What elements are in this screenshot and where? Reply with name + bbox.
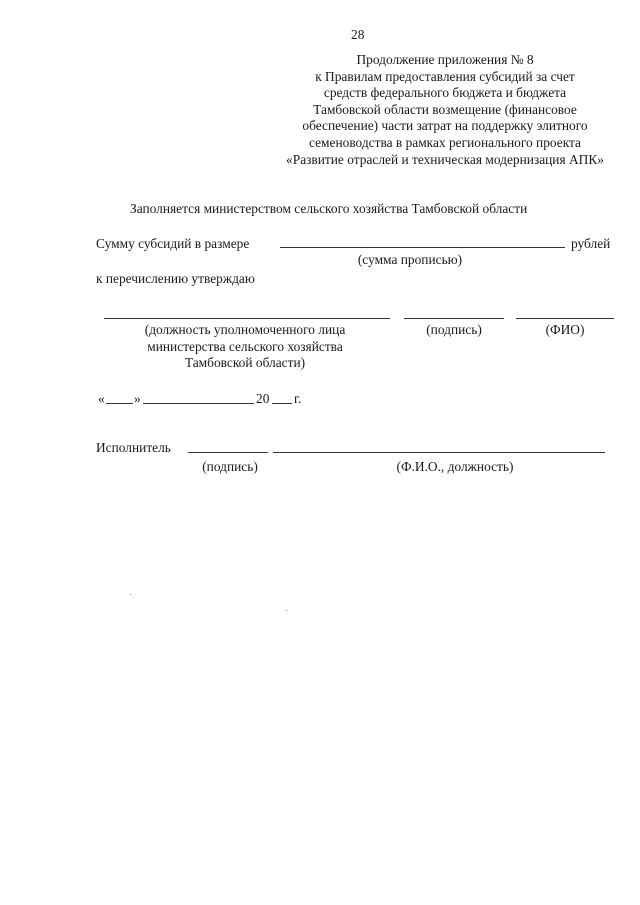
name-caption: (ФИО) bbox=[545, 322, 585, 337]
subsidy-prefix: Сумму субсидий в размере bbox=[96, 236, 250, 251]
scan-speck bbox=[286, 610, 287, 611]
header-line-7: «Развитие отраслей и техническая модернизация АПК» bbox=[286, 151, 604, 167]
date-day-line bbox=[106, 403, 133, 404]
executor-name-caption: (Ф.И.О., должность) bbox=[396, 459, 514, 474]
date-year-suffix: г. bbox=[294, 391, 302, 406]
position-caption-line-3: Тамбовской области) bbox=[184, 355, 306, 371]
name-line bbox=[516, 318, 614, 319]
header-line-1: Продолжение приложения № 8 bbox=[356, 52, 534, 67]
executor-name-line bbox=[273, 452, 605, 453]
header-line-3: средств федерального бюджета и бюджета bbox=[323, 85, 567, 101]
subsidy-amount-line bbox=[280, 247, 565, 248]
position-line bbox=[104, 318, 390, 319]
signature-caption: (подпись) bbox=[426, 322, 482, 337]
header-line-2: к Правилам предоставления субсидий за счет bbox=[315, 68, 575, 84]
header-line-4: Тамбовской области возмещение (финансовое bbox=[313, 101, 577, 117]
position-caption bbox=[115, 322, 375, 372]
date-year-line bbox=[272, 403, 292, 404]
subsidy-amount-caption: (сумма прописью) bbox=[357, 252, 463, 267]
signature-line bbox=[404, 318, 504, 319]
page-number: 28 bbox=[351, 27, 365, 42]
date-close-quote: » bbox=[134, 391, 141, 406]
scan-speck bbox=[130, 594, 131, 595]
header-line-6: семеноводства в рамках регионального проекта bbox=[308, 134, 581, 150]
executor-signature-caption: (подпись) bbox=[202, 459, 258, 474]
subsidy-suffix: рублей bbox=[571, 236, 611, 251]
header-line-5: обеспечение) части затрат на поддержку элитного bbox=[302, 118, 588, 134]
position-caption-line-2: министерства сельского хозяйства bbox=[147, 338, 343, 354]
section-title: Заполняется министерством сельского хозяйства Тамбовской области bbox=[130, 201, 528, 216]
appendix-header bbox=[250, 52, 640, 168]
date-open-quote: « bbox=[98, 391, 105, 406]
approve-text: к перечислению утверждаю bbox=[96, 271, 255, 286]
executor-signature-line bbox=[188, 452, 268, 453]
date-month-line bbox=[143, 403, 254, 404]
executor-label: Исполнитель bbox=[96, 440, 171, 455]
date-year-prefix: 20 bbox=[256, 391, 270, 406]
position-caption-line-1: (должность уполномоченного лица bbox=[144, 322, 346, 337]
